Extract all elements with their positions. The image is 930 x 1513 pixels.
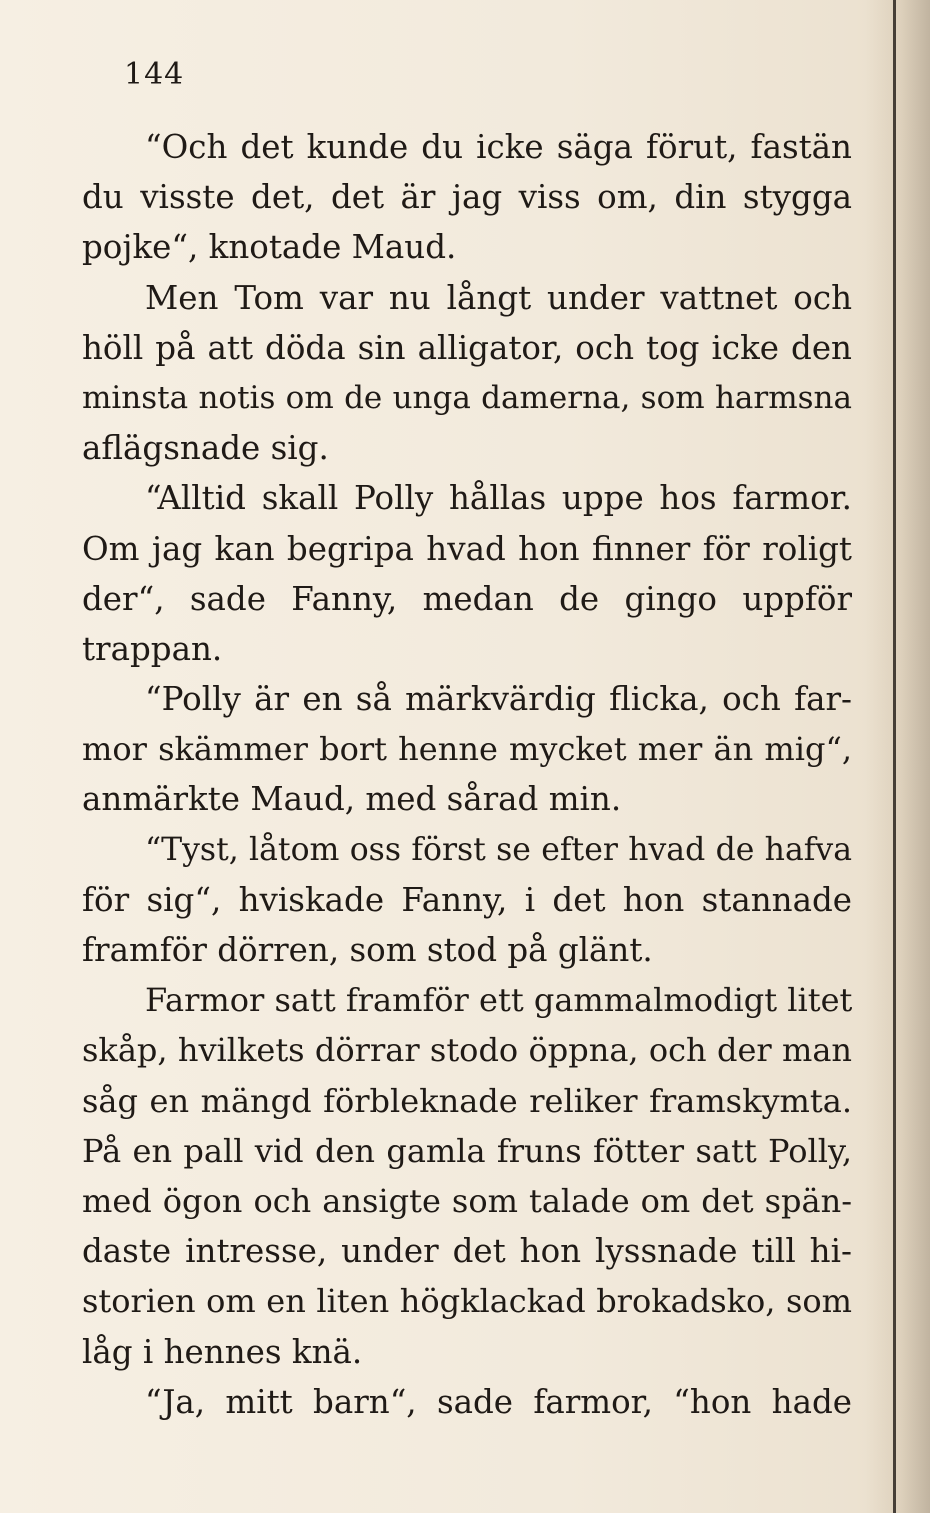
text-line: storien om en liten högklackad brokadsko, som [82,1282,852,1321]
text-line: låg i hennes knä. [82,1332,363,1371]
text-line: aflägsnade sig. [82,429,329,468]
text-line: du visste det, det är jag viss om, din stygga [82,178,852,217]
text-line: höll på att döda sin alligator, och tog icke den [82,328,852,367]
text-line: “Och det kunde du icke säga förut, fastän [145,128,852,166]
text-line: På en pall vid den gamla fruns fötter satt Polly, [82,1131,852,1170]
text-line: der“, sade Fanny, medan de gingo uppför [82,579,852,618]
page-number: 144 [124,57,185,92]
text-line: med ögon och ansigte som talade om det spän- [82,1181,852,1220]
text-line: “Polly är en så märkvärdig flicka, och far- [145,680,852,719]
text-line: skåp, hvilkets dörrar stodo öppna, och der man [82,1031,852,1070]
text-line: pojke“, knotade Maud. [82,228,457,267]
text-line: daste intresse, under det hon lyssnade till hi- [82,1232,852,1271]
text-line: för sig“, hviskade Fanny, i det hon stannade [82,880,852,919]
text-line: “Ja, mitt barn“, sade farmor, “hon hade [145,1382,852,1421]
text-line: trappan. [82,629,223,668]
text-line: såg en mängd förbleknade reliker framskymta. [82,1081,852,1120]
body-text [82,122,852,1427]
text-line: “Tyst, låtom oss först se efter hvad de hafva [145,831,852,868]
text-line: Farmor satt framför ett gammalmodigt litet [145,981,852,1020]
text-line: anmärkte Maud, med sårad min. [82,780,622,819]
page-edge-line [893,0,896,1513]
binding-shadow [866,0,930,1513]
text-line: mor skämmer bort henne mycket mer än mig“, [82,730,852,769]
text-line: framför dörren, som stod på glänt. [82,931,653,969]
text-line: Men Tom var nu långt under vattnet och [145,278,852,317]
text-line: minsta notis om de unga damerna, som harmsna [82,379,852,416]
text-line: Om jag kan begripa hvad hon finner för roligt [82,529,852,568]
text-line: “Alltid skall Polly hållas uppe hos farmor. [145,479,852,518]
